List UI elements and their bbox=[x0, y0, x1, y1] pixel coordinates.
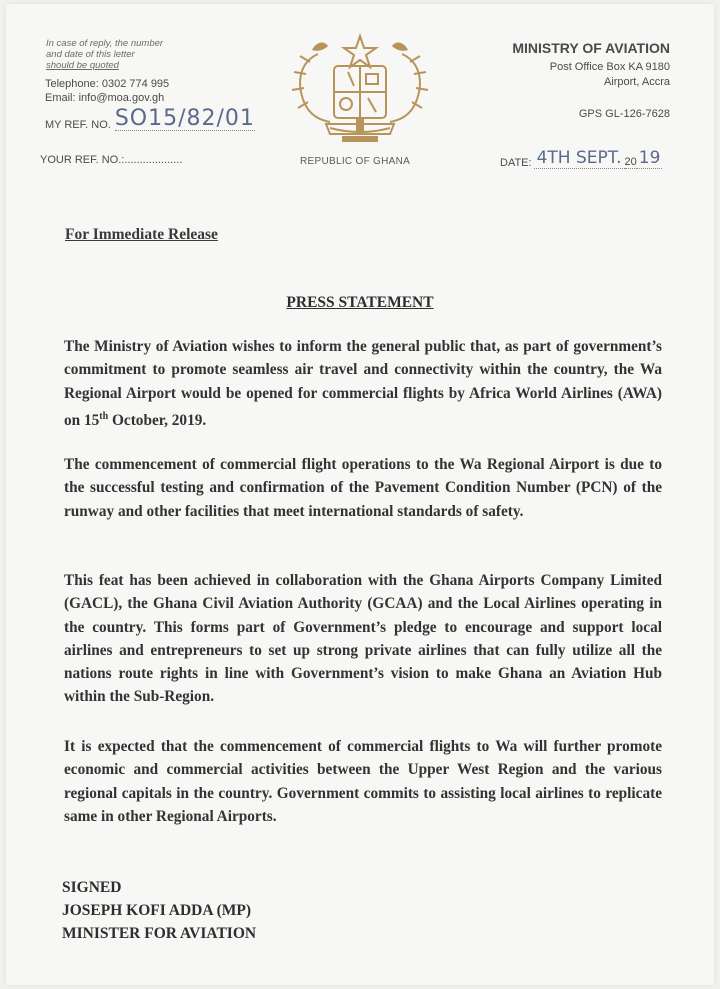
gps-code: GPS GL-126-7628 bbox=[578, 108, 670, 120]
date-year-value: 19 bbox=[638, 148, 661, 168]
paragraph-2: The commencement of commercial flight operations to the Wa Regional Airport is due to the successful testing and confirmation of the Pavement Condition Number (PCN) of the runway and other facilities that meet international standards of safety. bbox=[64, 456, 662, 520]
signatory-title: MINISTER FOR AVIATION bbox=[62, 925, 257, 942]
reply-note bbox=[46, 38, 206, 71]
signatory-name: JOSEPH KOFI ADDA (MP) bbox=[62, 902, 252, 919]
paragraph-3: This feat has been achieved in collaboration with the Ghana Airports Company Limited (GACL), the Ghana Civil Aviation Authority (GCAA) and the Local Airlines operating in the country. This forms part of Government’s pledge to encourage and support local airlines and entrepreneurs to set up strong private airlines that can fully utilize all the nations route rights in line with Government’s vision to make Ghana an Aviation Hub within the Sub-Region. bbox=[64, 572, 662, 706]
letter-page bbox=[6, 4, 714, 985]
reply-note-line: should be quoted bbox=[46, 60, 119, 71]
date-label: DATE: bbox=[500, 157, 532, 169]
reply-note-line: In case of reply, the number bbox=[46, 38, 164, 49]
email: Email: info@moa.gov.gh bbox=[45, 91, 165, 104]
republic-caption: REPUBLIC OF GHANA bbox=[300, 156, 411, 167]
date-field bbox=[500, 148, 662, 169]
date-year-prefix: 20 bbox=[624, 156, 637, 168]
release-label: For Immediate Release bbox=[65, 226, 218, 243]
date-value: 4TH SEPT. bbox=[534, 148, 625, 169]
my-ref-label: MY REF. NO. bbox=[45, 119, 111, 131]
address-block bbox=[550, 60, 670, 90]
address-line: Post Office Box KA 9180 bbox=[549, 61, 670, 73]
page-title: PRESS STATEMENT bbox=[286, 294, 434, 311]
paragraph-1 bbox=[64, 335, 662, 432]
your-ref: YOUR REF. NO.:................... bbox=[40, 154, 183, 166]
my-ref bbox=[45, 108, 255, 131]
paragraph-4: It is expected that the commencement of commercial flights to Wa will further promote economic and commercial activities between the Upper West Region and the various regional capitals in the country. Government commits to assisting local airlines to replicate same in other Regional Airports. bbox=[64, 738, 662, 825]
contact-block bbox=[45, 78, 169, 105]
ministry-name: MINISTRY OF AVIATION bbox=[512, 40, 670, 56]
reply-note-line: and date of this letter bbox=[46, 49, 135, 60]
ghana-coat-of-arms-icon bbox=[290, 32, 430, 148]
paragraph-1-tail: October, 2019. bbox=[108, 411, 207, 429]
my-ref-value: SO15/82/01 bbox=[114, 106, 255, 131]
telephone: Telephone: 0302 774 995 bbox=[45, 78, 170, 90]
ordinal-suffix: th bbox=[99, 410, 109, 422]
signature-block bbox=[62, 876, 256, 945]
paragraph-1-text: The Ministry of Aviation wishes to inform the general public that, as part of government’s commitment to promote seamless air travel and connectivity within the country, the Wa Regional Airport would be opened for commercial flights by Africa World Airlines (AWA) on 15 bbox=[64, 338, 662, 429]
address-line: Airport, Accra bbox=[603, 76, 670, 88]
signature-line: SIGNED bbox=[62, 879, 122, 896]
